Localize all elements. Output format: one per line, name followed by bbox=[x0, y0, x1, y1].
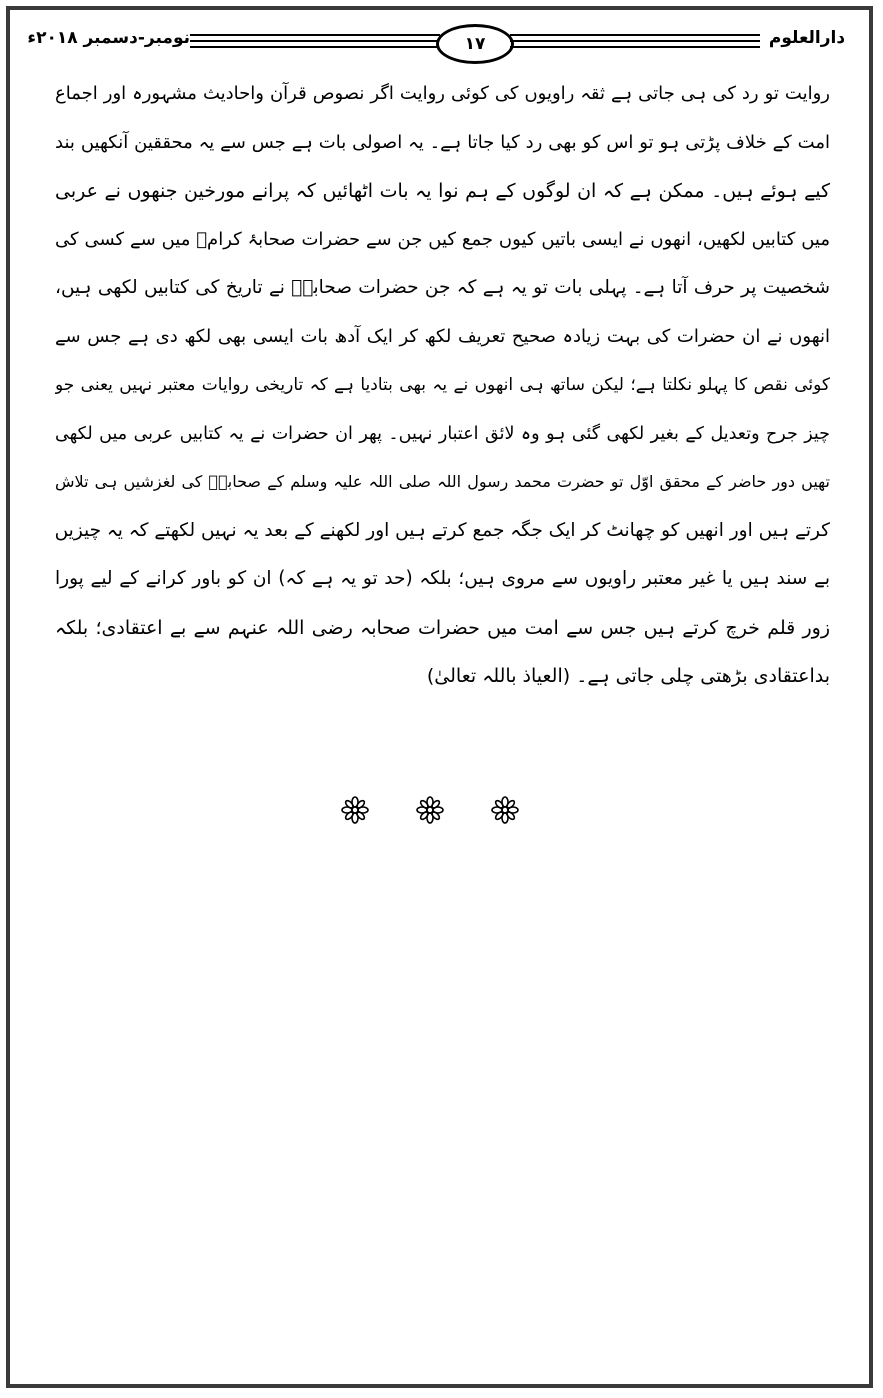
header-rule-right bbox=[510, 34, 760, 48]
article-body bbox=[55, 70, 830, 701]
flower-ornament-icon bbox=[490, 795, 520, 825]
section-end-ornaments bbox=[340, 795, 520, 825]
issue-date: نومبر-دسمبر ۲۰۱۸ء bbox=[27, 28, 190, 48]
flower-ornament-icon bbox=[340, 795, 370, 825]
text-line: میں کتابیں لکھیں، انھوں نے ایسی باتیں کیوں جمع کیں جن سے حضرات صحابۂ کرامؓ میں سے کسی کی bbox=[55, 228, 830, 250]
page-number: ۱۷ bbox=[436, 24, 514, 64]
journal-title: دارالعلوم bbox=[768, 28, 846, 48]
text-line: انھوں نے ان حضرات کی بہت زیادہ صحیح تعریف لکھ کر ایک آدھ بات ایسی بھی لکھ دی ہے جس سے bbox=[55, 325, 830, 347]
text-line: تھیں دور حاضر کے محقق اوّل تو حضرت محمد رسول اللہ صلی اللہ علیہ وسلم کے صحابہؓ کی لغزشیں ہی تلاش bbox=[55, 472, 830, 491]
text-line-last: بداعتقادی بڑھتی چلی جاتی ہے۔ (العیاذ باللہ تعالیٰ) bbox=[426, 665, 830, 687]
text-line: زور قلم خرچ کرتے ہیں جس سے امت میں حضرات صحابہ رضی اللہ عنہم سے بے اعتقادی؛ بلکہ bbox=[55, 616, 830, 639]
text-line: شخصیت پر حرف آتا ہے۔ پہلی بات تو یہ ہے کہ جن حضرات صحابہؓ نے تاریخ کی کتابیں لکھی ہیں، bbox=[55, 277, 830, 298]
text-line: کیے ہوئے ہیں۔ ممکن ہے کہ ان لوگوں کے ہم نوا یہ بات اٹھائیں کہ پرانے مورخین جنھوں نے عربی bbox=[55, 180, 830, 202]
header-rule-left bbox=[190, 34, 440, 48]
text-line: روایت تو رد کی ہی جاتی ہے ثقہ راویوں کی کوئی روایت اگر نصوص قرآن واحادیث مشہورہ اور اجماع bbox=[55, 83, 830, 104]
text-line: کوئی نقص کا پہلو نکلتا ہے؛ لیکن ساتھ ہی انھوں نے یہ بھی بتادیا ہے کہ تاریخی روایات معتبر نہیں یعنی جو bbox=[55, 375, 830, 395]
text-line: کرتے ہیں اور انھیں کو چھانٹ کر ایک جگہ جمع کرتے ہیں اور لکھنے کے بعد یہ نہیں لکھتے کہ یہ چیزیں bbox=[55, 519, 830, 541]
page-header bbox=[27, 20, 850, 72]
text-line: چیز جرح وتعدیل کے بغیر لکھی گئی ہو وہ لائق اعتبار نہیں۔ پھر ان حضرات نے یہ کتابیں عربی میں لکھی bbox=[55, 423, 830, 444]
flower-ornament-icon bbox=[415, 795, 445, 825]
text-line: بے سند ہیں یا غیر معتبر راویوں سے مروی ہیں؛ بلکہ (حد تو یہ ہے کہ) ان کو باور کرانے کے لیے پورا bbox=[55, 568, 830, 589]
text-line: امت کے خلاف پڑتی ہو تو اس کو بھی رد کیا جاتا ہے۔ یہ اصولی بات ہے جس سے یہ محققین آنکھیں بند bbox=[55, 131, 830, 153]
